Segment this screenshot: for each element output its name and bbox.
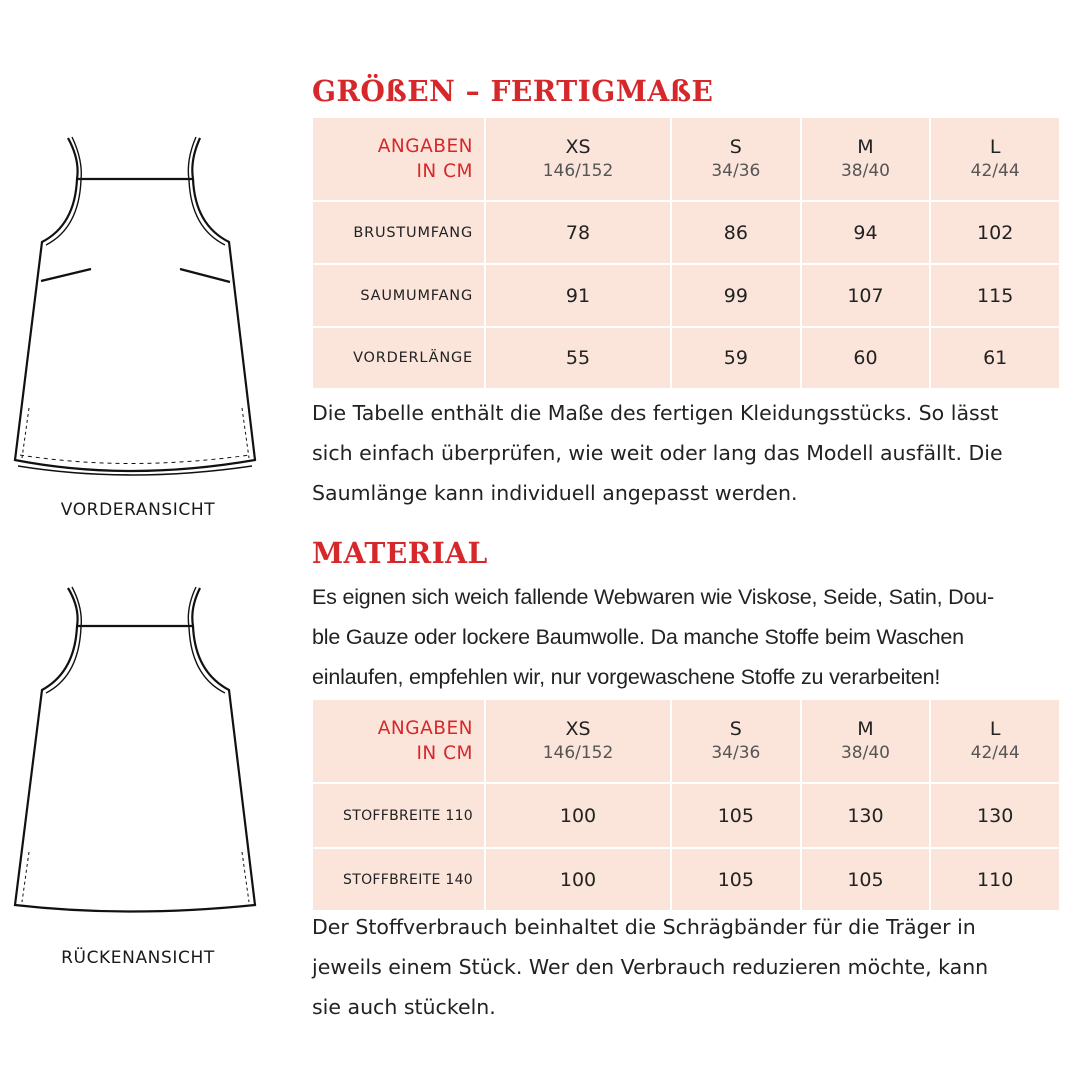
table-header-row <box>313 118 1059 200</box>
cell: 99 <box>672 265 800 326</box>
cell: 55 <box>486 328 670 388</box>
cell: 78 <box>486 202 670 263</box>
sizes-title: GRÖßEN – FERTIGMAßE <box>312 74 714 108</box>
material-title: MATERIAL <box>312 536 488 570</box>
cell: 102 <box>931 202 1059 263</box>
cell: 100 <box>486 784 670 847</box>
table-row <box>313 784 1059 847</box>
size-column: XS 146/152 <box>486 118 670 200</box>
front-view-drawing <box>15 137 255 475</box>
cell: 60 <box>802 328 930 388</box>
row-label: SAUMUMFANG <box>313 265 484 326</box>
table-row <box>313 202 1059 263</box>
material-description: Es eignen sich weich fallende Webwaren wie Viskose, Seide, Satin, Dou- ble Gauze oder lockere Baumwolle. Da manche Stoffe beim Waschen einlaufen, empfehlen wir, nur vorgewaschene Stoffe zu verarbeiten! <box>312 585 994 689</box>
cell: 94 <box>802 202 930 263</box>
table-header-row <box>313 700 1059 782</box>
row-label: STOFFBREITE 110 <box>313 784 484 847</box>
units-label: ANGABEN IN CM <box>313 700 484 782</box>
cell: 115 <box>931 265 1059 326</box>
back-view-label: RÜCKENANSICHT <box>61 948 215 968</box>
material-usage-note: Der Stoffverbrauch beinhaltet die Schrägbänder für die Träger in jeweils einem Stück. Wer den Verbrauch reduzieren möchte, kann sie auch stückeln. <box>312 915 989 1019</box>
size-column: M 38/40 <box>802 700 930 782</box>
cell: 107 <box>802 265 930 326</box>
row-label: STOFFBREITE 140 <box>313 849 484 910</box>
size-column: XS 146/152 <box>486 700 670 782</box>
table-row <box>313 265 1059 326</box>
row-label: BRUSTUMFANG <box>313 202 484 263</box>
cell: 105 <box>802 849 930 910</box>
size-column: M 38/40 <box>802 118 930 200</box>
cell: 105 <box>672 784 800 847</box>
cell: 130 <box>802 784 930 847</box>
cell: 59 <box>672 328 800 388</box>
row-label: VORDERLÄNGE <box>313 328 484 388</box>
cell: 110 <box>931 849 1059 910</box>
size-column: S 34/36 <box>672 118 800 200</box>
garment-drawings <box>0 0 280 1080</box>
size-column: S 34/36 <box>672 700 800 782</box>
table-row <box>313 849 1059 910</box>
back-view-drawing <box>15 587 255 912</box>
cell: 91 <box>486 265 670 326</box>
size-column: L 42/44 <box>931 118 1059 200</box>
cell: 86 <box>672 202 800 263</box>
cell: 105 <box>672 849 800 910</box>
material-table <box>311 698 1061 912</box>
sizes-table <box>311 116 1061 390</box>
units-label: ANGABEN IN CM <box>313 118 484 200</box>
front-view-label: VORDERANSICHT <box>60 500 216 520</box>
sizes-description: Die Tabelle enthält die Maße des fertigen Kleidungsstücks. So lässt sich einfach überprüfen, wie weit oder lang das Modell ausfällt. Die Saumlänge kann individuell angepasst werden. <box>312 401 1003 505</box>
size-column: L 42/44 <box>931 700 1059 782</box>
cell: 61 <box>931 328 1059 388</box>
table-row <box>313 328 1059 388</box>
cell: 100 <box>486 849 670 910</box>
cell: 130 <box>931 784 1059 847</box>
